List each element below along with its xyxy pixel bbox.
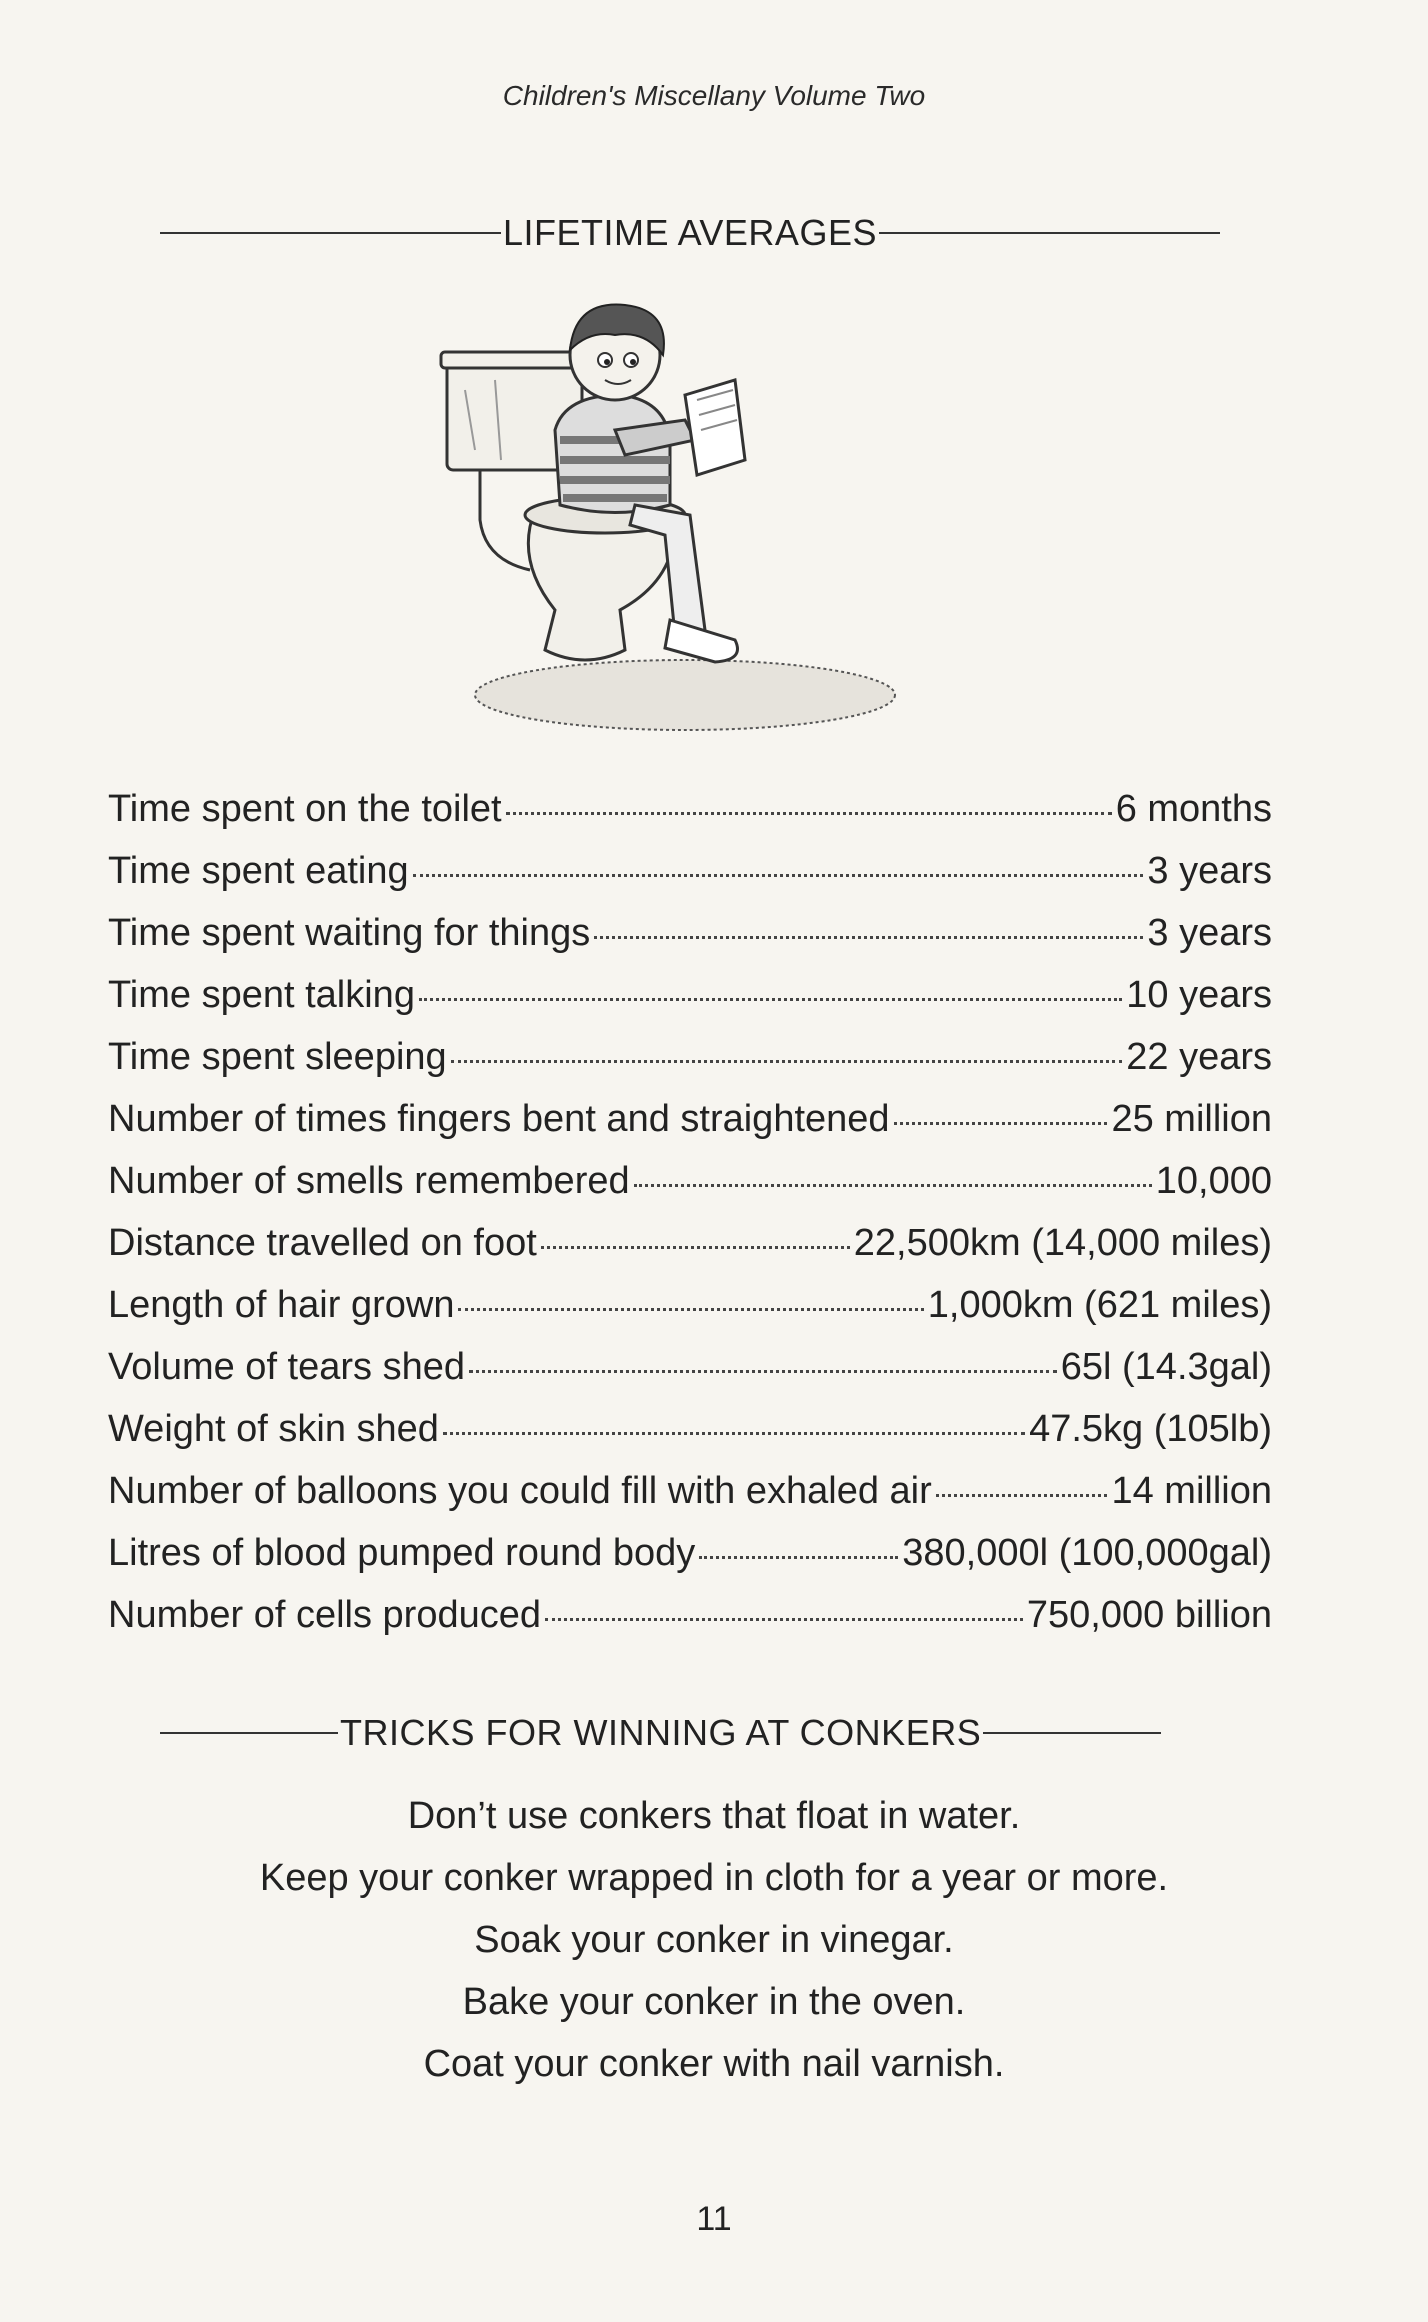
stat-value: 14 million bbox=[1111, 1470, 1272, 1512]
section-heading-conkers bbox=[160, 1712, 1220, 1754]
stat-value: 22,500km (14,000 miles) bbox=[853, 1222, 1272, 1264]
dot-leader bbox=[458, 1308, 923, 1311]
stat-label: Time spent sleeping bbox=[108, 1036, 447, 1078]
dot-leader bbox=[594, 936, 1143, 939]
stat-row bbox=[108, 912, 1272, 974]
dot-leader bbox=[545, 1618, 1023, 1621]
conker-tip: Keep your conker wrapped in cloth for a year or more. bbox=[259, 1857, 1169, 1899]
heading-rule-left bbox=[160, 232, 501, 234]
stat-value: 380,000l (100,000gal) bbox=[902, 1532, 1272, 1574]
stat-label: Litres of blood pumped round body bbox=[108, 1532, 696, 1574]
heading-rule-right bbox=[983, 1732, 1161, 1734]
dot-leader bbox=[894, 1122, 1108, 1125]
stat-label: Number of smells remembered bbox=[108, 1160, 630, 1202]
boy-reading-on-toilet-illustration bbox=[435, 300, 915, 740]
section-heading-lifetime-averages bbox=[160, 212, 1220, 254]
stat-label: Volume of tears shed bbox=[108, 1346, 465, 1388]
conker-tip: Soak your conker in vinegar. bbox=[474, 1919, 954, 1961]
stat-row bbox=[108, 974, 1272, 1036]
stat-row bbox=[108, 1098, 1272, 1160]
stat-value: 10,000 bbox=[1155, 1160, 1272, 1202]
section-title: TRICKS FOR WINNING AT CONKERS bbox=[340, 1712, 982, 1753]
stat-label: Number of balloons you could fill with exhaled air bbox=[108, 1470, 932, 1512]
stat-label: Time spent eating bbox=[108, 850, 409, 892]
dot-leader bbox=[469, 1370, 1057, 1373]
stat-value: 3 years bbox=[1147, 912, 1272, 954]
stat-row bbox=[108, 1408, 1272, 1470]
stat-value: 65l (14.3gal) bbox=[1060, 1346, 1272, 1388]
dot-leader bbox=[634, 1184, 1152, 1187]
dot-leader bbox=[413, 874, 1144, 877]
dot-leader bbox=[541, 1246, 850, 1249]
page-number: 11 bbox=[696, 2200, 732, 2238]
stat-row bbox=[108, 1222, 1272, 1284]
conker-tip: Coat your conker with nail varnish. bbox=[423, 2043, 1005, 2085]
dot-leader bbox=[451, 1060, 1123, 1063]
stat-value: 22 years bbox=[1126, 1036, 1272, 1078]
dot-leader bbox=[936, 1494, 1108, 1497]
stat-row bbox=[108, 1284, 1272, 1346]
stat-label: Number of cells produced bbox=[108, 1594, 541, 1636]
stat-label: Number of times fingers bent and straightened bbox=[108, 1098, 890, 1140]
dot-leader bbox=[419, 998, 1122, 1001]
stat-value: 6 months bbox=[1115, 788, 1272, 830]
stat-row bbox=[108, 1036, 1272, 1098]
stat-row bbox=[108, 1470, 1272, 1532]
stat-value: 750,000 billion bbox=[1026, 1594, 1272, 1636]
conker-tip: Bake your conker in the oven. bbox=[462, 1981, 966, 2023]
stat-value: 1,000km (621 miles) bbox=[927, 1284, 1272, 1326]
stat-row bbox=[108, 1594, 1272, 1656]
section-title: LIFETIME AVERAGES bbox=[503, 212, 877, 253]
lifetime-averages-list bbox=[108, 788, 1272, 1656]
stat-label: Distance travelled on foot bbox=[108, 1222, 537, 1264]
stat-row bbox=[108, 1160, 1272, 1222]
conker-tip: Don’t use conkers that float in water. bbox=[407, 1795, 1021, 1837]
stat-value: 3 years bbox=[1147, 850, 1272, 892]
stat-label: Weight of skin shed bbox=[108, 1408, 439, 1450]
conker-tips-list bbox=[0, 1785, 1428, 2095]
stat-value: 25 million bbox=[1111, 1098, 1272, 1140]
dot-leader bbox=[699, 1556, 898, 1559]
stat-label: Length of hair grown bbox=[108, 1284, 455, 1326]
stat-label: Time spent talking bbox=[108, 974, 415, 1016]
heading-rule-left bbox=[160, 1732, 338, 1734]
dot-leader bbox=[506, 812, 1112, 815]
stat-value: 47.5kg (105lb) bbox=[1029, 1408, 1272, 1450]
running-head: Children's Miscellany Volume Two bbox=[502, 80, 926, 111]
stat-label: Time spent waiting for things bbox=[108, 912, 591, 954]
stat-row bbox=[108, 788, 1272, 850]
stat-label: Time spent on the toilet bbox=[108, 788, 502, 830]
stat-row bbox=[108, 1346, 1272, 1408]
stat-row bbox=[108, 850, 1272, 912]
dot-leader bbox=[443, 1432, 1025, 1435]
heading-rule-right bbox=[879, 232, 1220, 234]
stat-row bbox=[108, 1532, 1272, 1594]
stat-value: 10 years bbox=[1126, 974, 1272, 1016]
